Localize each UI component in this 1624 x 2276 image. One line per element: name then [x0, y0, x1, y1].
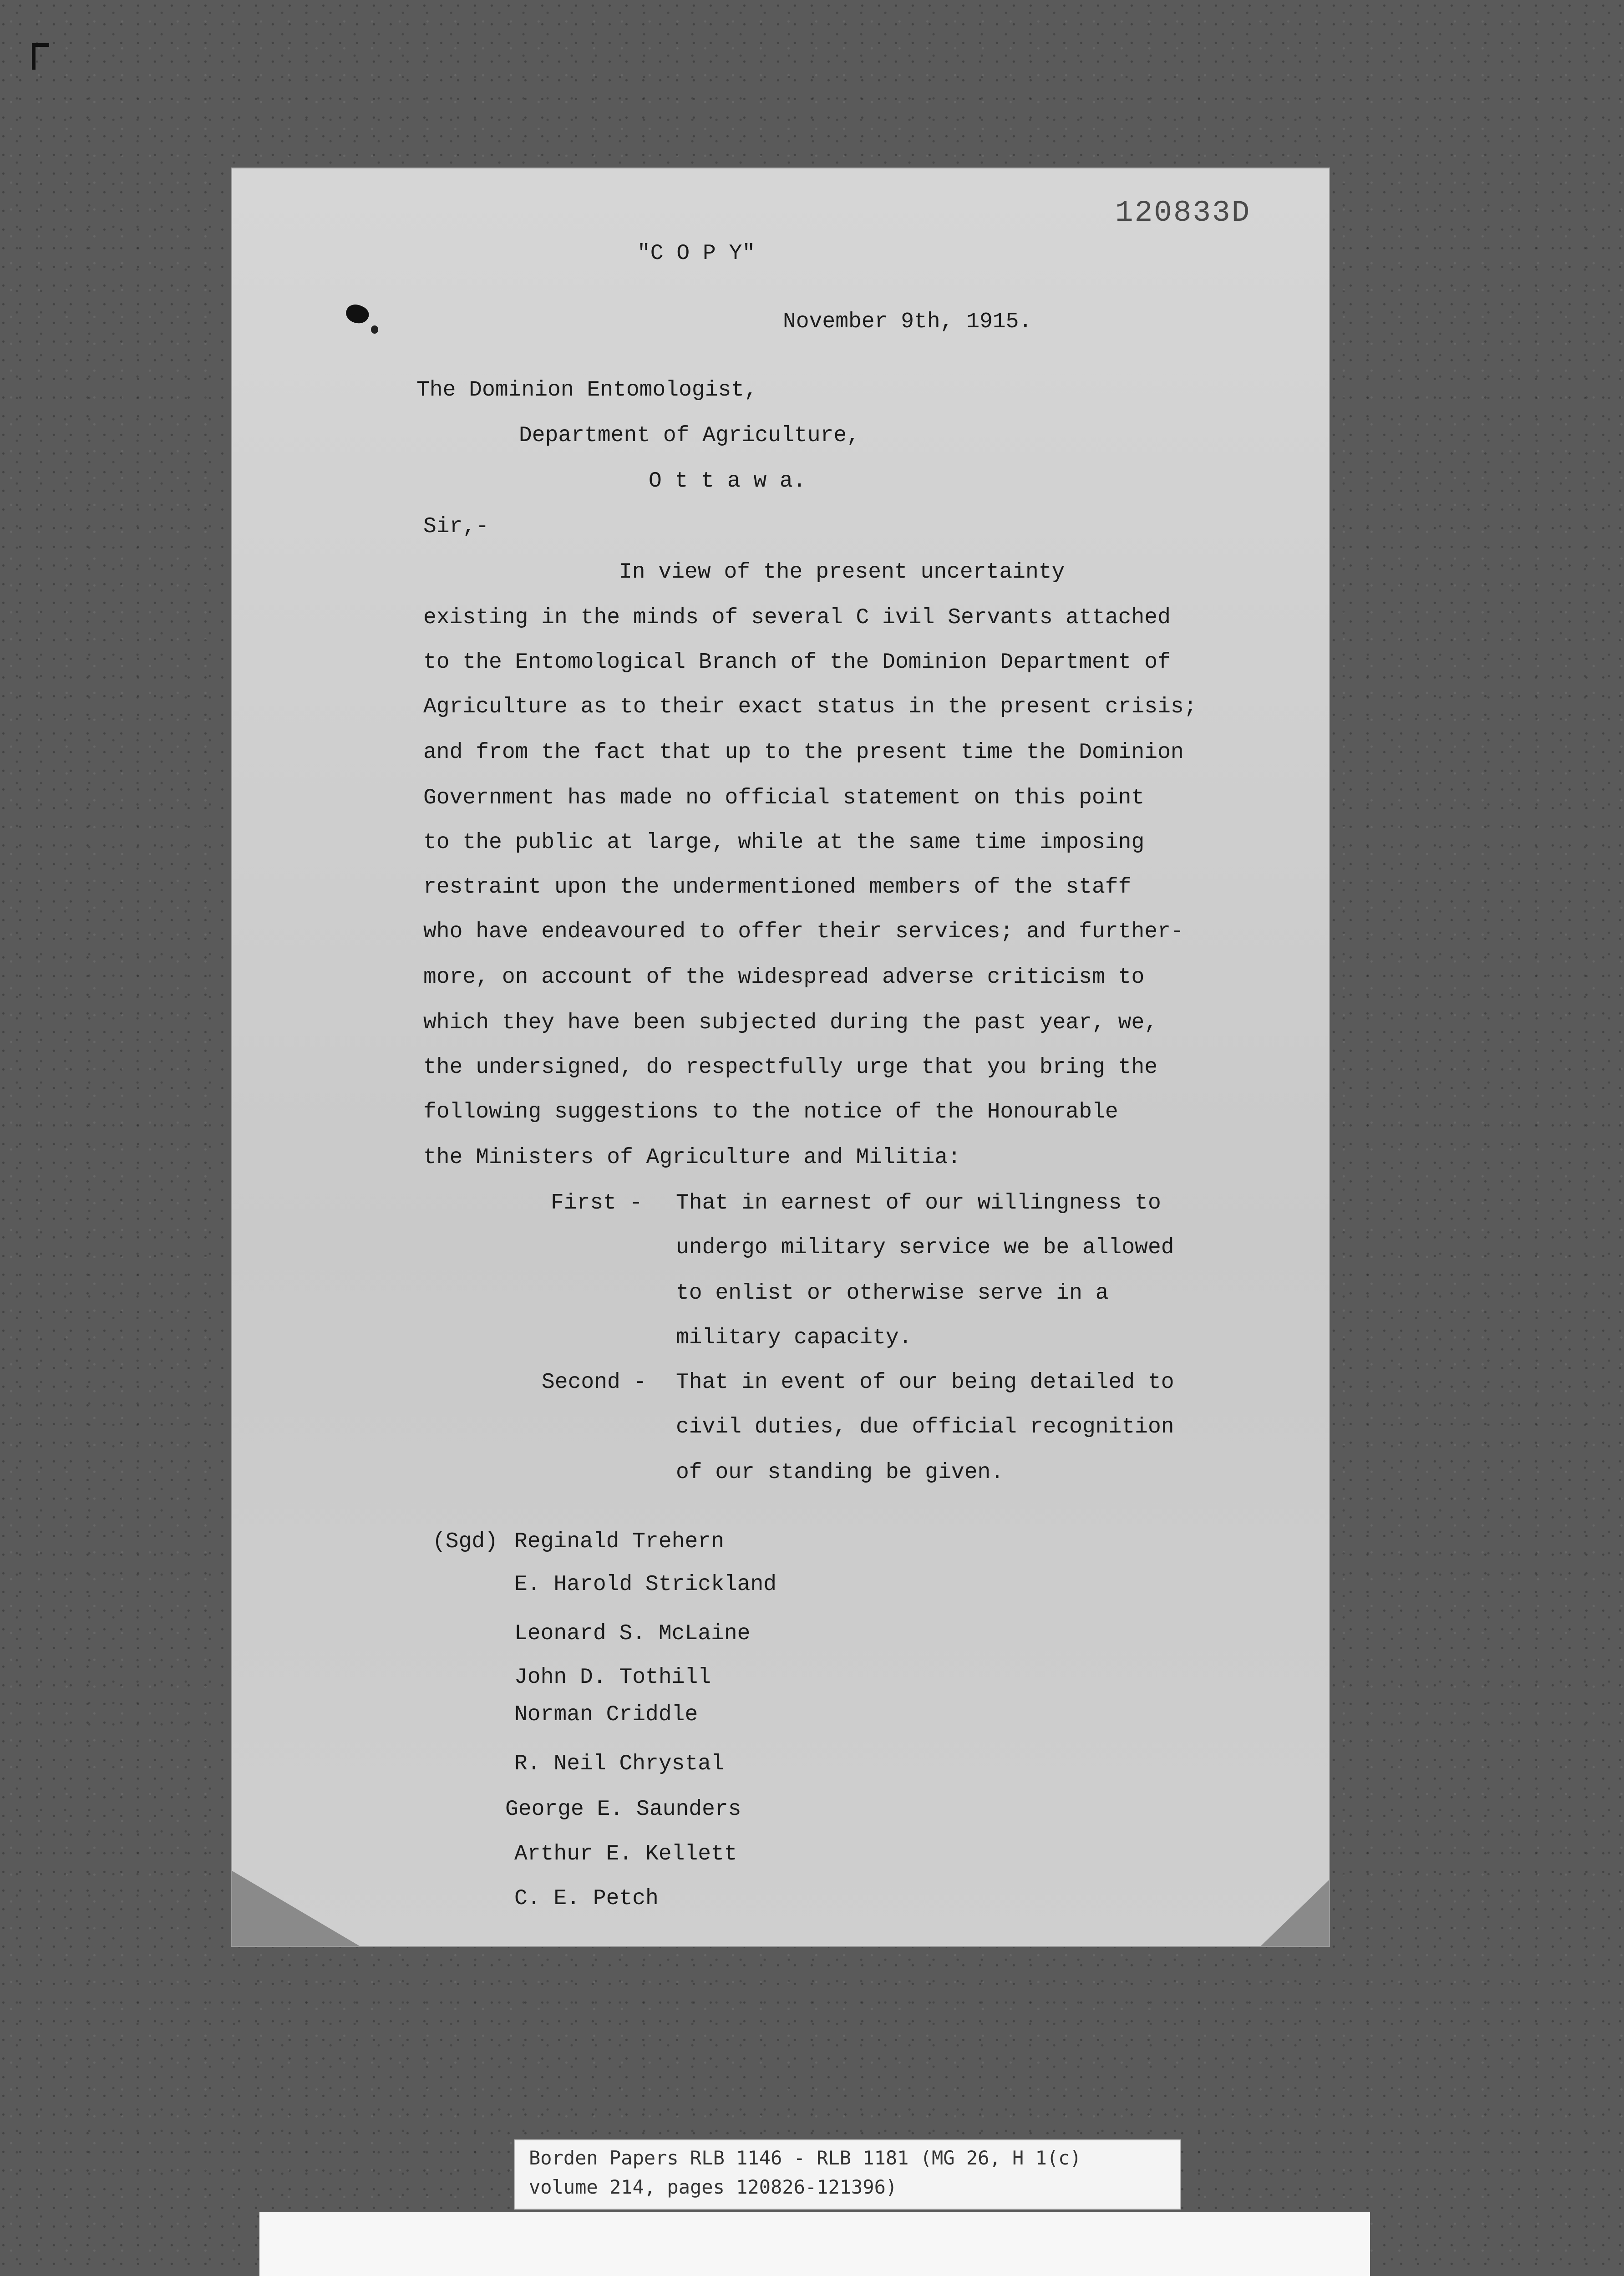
body-line: In view of the present uncertainty — [619, 560, 1065, 584]
folded-corner-right — [1261, 1880, 1329, 1946]
archive-reference-slip — [514, 2139, 1181, 2210]
signatory-name: Arthur E. Kellett — [514, 1842, 737, 1866]
suggestion-line: to enlist or otherwise serve in a — [676, 1281, 1109, 1306]
corner-crop-mark — [32, 43, 49, 70]
address-line-1: The Dominion Entomologist, — [416, 378, 757, 402]
salutation: Sir,- — [423, 514, 489, 539]
reference-line-2: volume 214, pages 120826-121396) — [529, 2176, 898, 2198]
body-line: more, on account of the widespread adverse criticism to — [423, 965, 1145, 990]
body-line: restraint upon the undermentioned members of the staff — [423, 875, 1132, 899]
body-line: Agriculture as to their exact status in the present crisis; — [423, 695, 1197, 719]
suggestion-label: First - — [551, 1191, 643, 1215]
body-line: and from the fact that up to the present time the Dominion — [423, 740, 1184, 765]
signatory-name: Leonard S. McLaine — [514, 1621, 751, 1646]
copy-mark: "C O P Y" — [637, 241, 756, 266]
body-line: which they have been subjected during the past year, we, — [423, 1011, 1158, 1035]
suggestion-line: That in earnest of our willingness to — [676, 1191, 1161, 1215]
suggestion-line: undergo military service we be allowed — [676, 1235, 1174, 1260]
suggestion-line: That in event of our being detailed to — [676, 1370, 1174, 1395]
ink-blot — [343, 301, 371, 327]
body-line: the Ministers of Agriculture and Militia: — [423, 1145, 961, 1170]
archive-page-number: 120833D — [1115, 196, 1251, 230]
letter-page — [232, 168, 1329, 1946]
public-archives-card — [259, 2212, 1370, 2276]
signature-prefix: (Sgd) — [432, 1529, 498, 1554]
signatory-name: John D. Tothill — [514, 1665, 711, 1690]
body-line: to the Entomological Branch of the Dominion Department of — [423, 650, 1171, 675]
suggestion-label: Second - — [542, 1370, 647, 1395]
suggestion-line: military capacity. — [676, 1326, 912, 1350]
body-line: to the public at large, while at the same time imposing — [423, 830, 1145, 855]
reference-line-1: Borden Papers RLB 1146 - RLB 1181 (MG 26, H 1(c) — [529, 2147, 1081, 2169]
body-line: existing in the minds of several C ivil Servants attached — [423, 605, 1171, 630]
body-line: who have endeavoured to offer their services; and further- — [423, 920, 1184, 944]
body-line: Government has made no official statement on this point — [423, 786, 1145, 810]
signatory-name: Norman Criddle — [514, 1702, 698, 1727]
signatory-name: Reginald Trehern — [514, 1529, 724, 1554]
signatory-name: E. Harold Strickland — [514, 1572, 777, 1597]
signatory-name: George E. Saunders — [505, 1797, 741, 1822]
suggestion-line: of our standing be given. — [676, 1460, 1004, 1485]
address-line-2: Department of Agriculture, — [519, 423, 860, 448]
letter-date: November 9th, 1915. — [783, 310, 1032, 334]
signatory-name: C. E. Petch — [514, 1886, 659, 1911]
suggestion-line: civil duties, due official recognition — [676, 1415, 1174, 1439]
signatory-name: R. Neil Chrystal — [514, 1752, 724, 1776]
address-line-3: O t t a w a. — [649, 469, 806, 493]
ink-dot — [371, 325, 378, 334]
body-line: following suggestions to the notice of the Honourable — [423, 1100, 1118, 1124]
body-line: the undersigned, do respectfully urge that you bring the — [423, 1055, 1158, 1080]
folded-corner-left — [232, 1871, 360, 1946]
